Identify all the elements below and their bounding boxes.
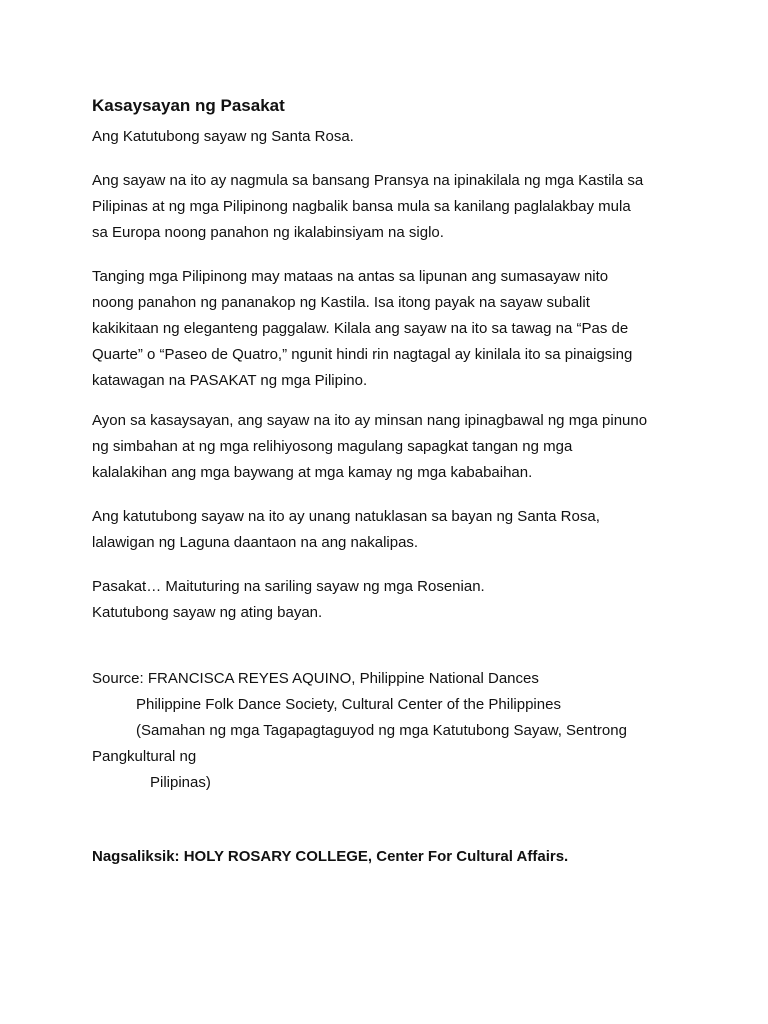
paragraph-origin — [92, 168, 722, 246]
source-block — [92, 666, 722, 796]
paragraph-line: Ayon sa kasaysayan, ang sayaw na ito ay minsan nang ipinagbawal ng mga pinuno — [92, 412, 648, 429]
source-line: Pangkultural ng — [92, 748, 197, 765]
paragraph-line: Pilipinas at ng mga Pilipinong nagbalik bansa mula sa kanilang paglalakbay mula — [92, 198, 631, 215]
paragraph-line: lalawigan ng Laguna daantaon na ang nakalipas. — [92, 534, 419, 551]
paragraph-line: Ang sayaw na ito ay nagmula sa bansang Pransya na ipinakilala ng mga Kastila sa — [92, 172, 644, 189]
paragraph-line: Katutubong sayaw ng ating bayan. — [92, 604, 323, 621]
document-title: Kasaysayan ng Pasakat — [92, 96, 285, 115]
paragraph-line: ng simbahan at ng mga relihiyosong magulang sapagkat tangan ng mga — [92, 438, 573, 455]
source-line: (Samahan ng mga Tagapagtaguyod ng mga Katutubong Sayaw, Sentrong — [136, 722, 627, 739]
paragraph-line: Quarte” o “Paseo de Quatro,” ngunit hindi rin nagtagal ay kinilala ito sa pinaigsing — [92, 346, 633, 363]
paragraph-line: kakikitaan ng eleganteng paggalaw. Kilala ang sayaw na ito sa tawag na “Pas de — [92, 320, 629, 337]
document-subtitle: Ang Katutubong sayaw ng Santa Rosa. — [92, 128, 354, 145]
paragraph-line: katawagan na PASAKAT ng mga Pilipino. — [92, 372, 368, 389]
paragraph-history — [92, 264, 722, 394]
research-credit: Nagsaliksik: HOLY ROSARY COLLEGE, Center For Cultural Affairs. — [92, 848, 569, 865]
paragraph-line: Ang katutubong sayaw na ito ay unang natuklasan sa bayan ng Santa Rosa, — [92, 508, 600, 525]
paragraph-line: kalalakihan ang mga baywang at mga kamay ng mga kababaihan. — [92, 464, 533, 481]
source-line: Source: FRANCISCA REYES AQUINO, Philippine National Dances — [92, 670, 539, 687]
source-line: Pilipinas) — [150, 774, 211, 791]
paragraph-ban — [92, 408, 722, 486]
paragraph-closing — [92, 574, 722, 626]
paragraph-line: noong panahon ng pananakop ng Kastila. Isa itong payak na sayaw subalit — [92, 294, 590, 311]
paragraph-discovery — [92, 504, 722, 556]
document-page — [92, 94, 722, 870]
paragraph-line: sa Europa noong panahon ng ikalabinsiyam na siglo. — [92, 224, 444, 241]
paragraph-line: Pasakat… Maituturing na sariling sayaw ng mga Rosenian. — [92, 578, 485, 595]
source-line: Philippine Folk Dance Society, Cultural Center of the Philippines — [136, 696, 561, 713]
paragraph-line: Tanging mga Pilipinong may mataas na antas sa lipunan ang sumasayaw nito — [92, 268, 609, 285]
